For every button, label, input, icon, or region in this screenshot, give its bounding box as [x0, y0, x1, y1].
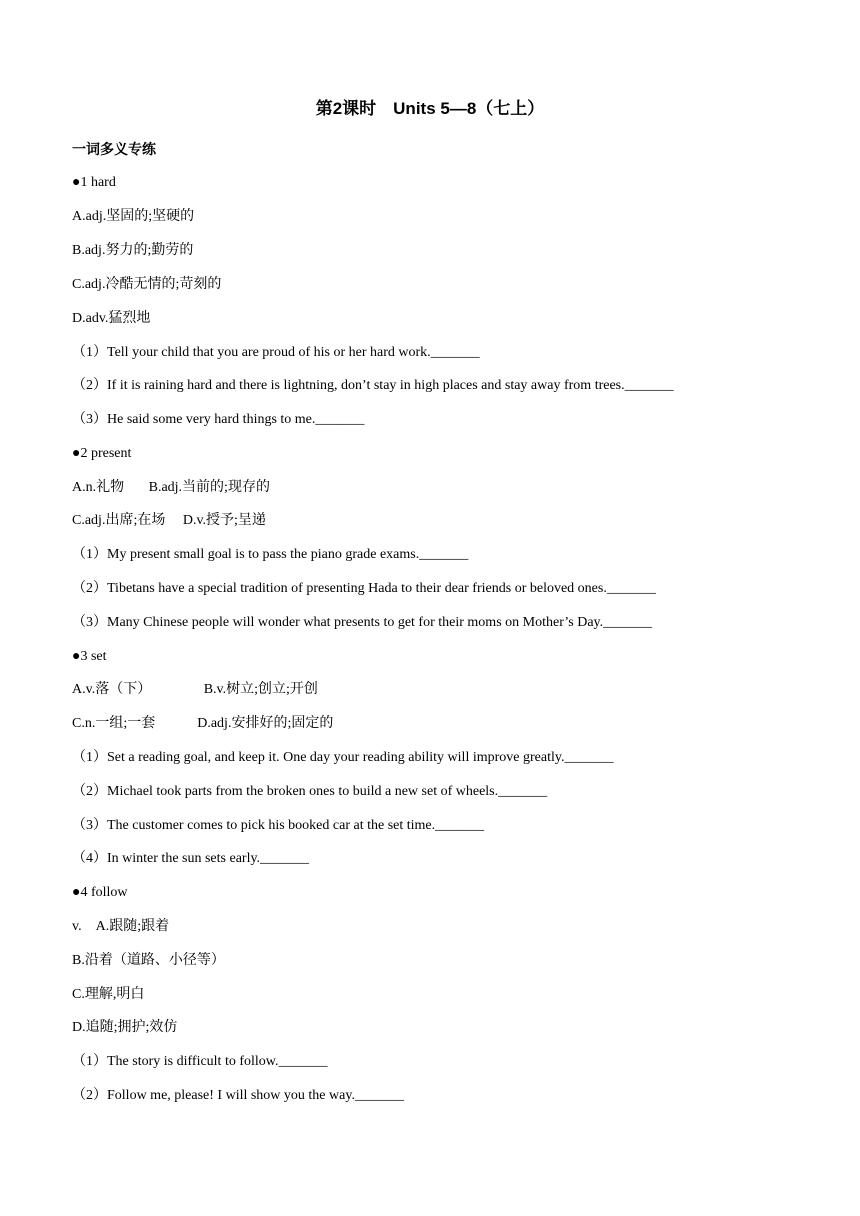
exercise-line: （3）He said some very hard things to me._______ [72, 412, 365, 427]
sense-line: C.理解,明白 [72, 987, 145, 1002]
exercise-line: （3）The customer comes to pick his booked car at the set time._______ [72, 818, 485, 833]
section-heading: 一词多义专练 [72, 141, 156, 157]
sense-line: D.追随;拥护;效仿 [72, 1020, 178, 1035]
exercise-line: （1）My present small goal is to pass the piano grade exams._______ [72, 547, 469, 562]
page-title: 第2课时 Units 5—8（七上） [315, 99, 545, 118]
exercise-line: （2）Tibetans have a special tradition of presenting Hada to their dear friends or beloved ones._______ [72, 581, 656, 596]
exercise-line: （1）Set a reading goal, and keep it. One day your reading ability will improve greatly._______ [72, 750, 614, 765]
exercise-line: （1）Tell your child that you are proud of his or her hard work._______ [72, 345, 480, 360]
exercise-line: （2）If it is raining hard and there is lightning, don’t stay in high places and stay away from trees._______ [72, 378, 674, 393]
sense-line: A.n.礼物 B.adj.当前的;现存的 [72, 480, 270, 495]
entry-heading: ●4 follow [72, 885, 128, 900]
sense-line: D.adv.猛烈地 [72, 311, 151, 326]
sense-line: C.adj.冷酷无情的;苛刻的 [72, 277, 222, 292]
sense-line: B.adj.努力的;勤劳的 [72, 243, 194, 258]
sense-line: B.沿着（道路、小径等） [72, 953, 225, 968]
sense-line: A.adj.坚固的;坚硬的 [72, 209, 195, 224]
sense-line: A.v.落（下） B.v.树立;创立;开创 [72, 682, 318, 697]
sense-line: C.n.一组;一套 D.adj.安排好的;固定的 [72, 716, 334, 731]
exercise-line: （2）Michael took parts from the broken ones to build a new set of wheels._______ [72, 784, 548, 799]
entry-heading: ●2 present [72, 446, 132, 461]
entry-heading: ●1 hard [72, 175, 116, 190]
exercise-line: （3）Many Chinese people will wonder what presents to get for their moms on Mother’s Day._______ [72, 615, 653, 630]
exercise-line: （1）The story is difficult to follow._______ [72, 1054, 328, 1069]
exercise-line: （2）Follow me, please! I will show you the way._______ [72, 1088, 404, 1103]
entry-heading: ●3 set [72, 649, 107, 664]
sense-line: C.adj.出席;在场 D.v.授予;呈递 [72, 513, 266, 528]
exercise-line: （4）In winter the sun sets early._______ [72, 851, 310, 866]
sense-line: v. A.跟随;跟着 [72, 919, 170, 934]
